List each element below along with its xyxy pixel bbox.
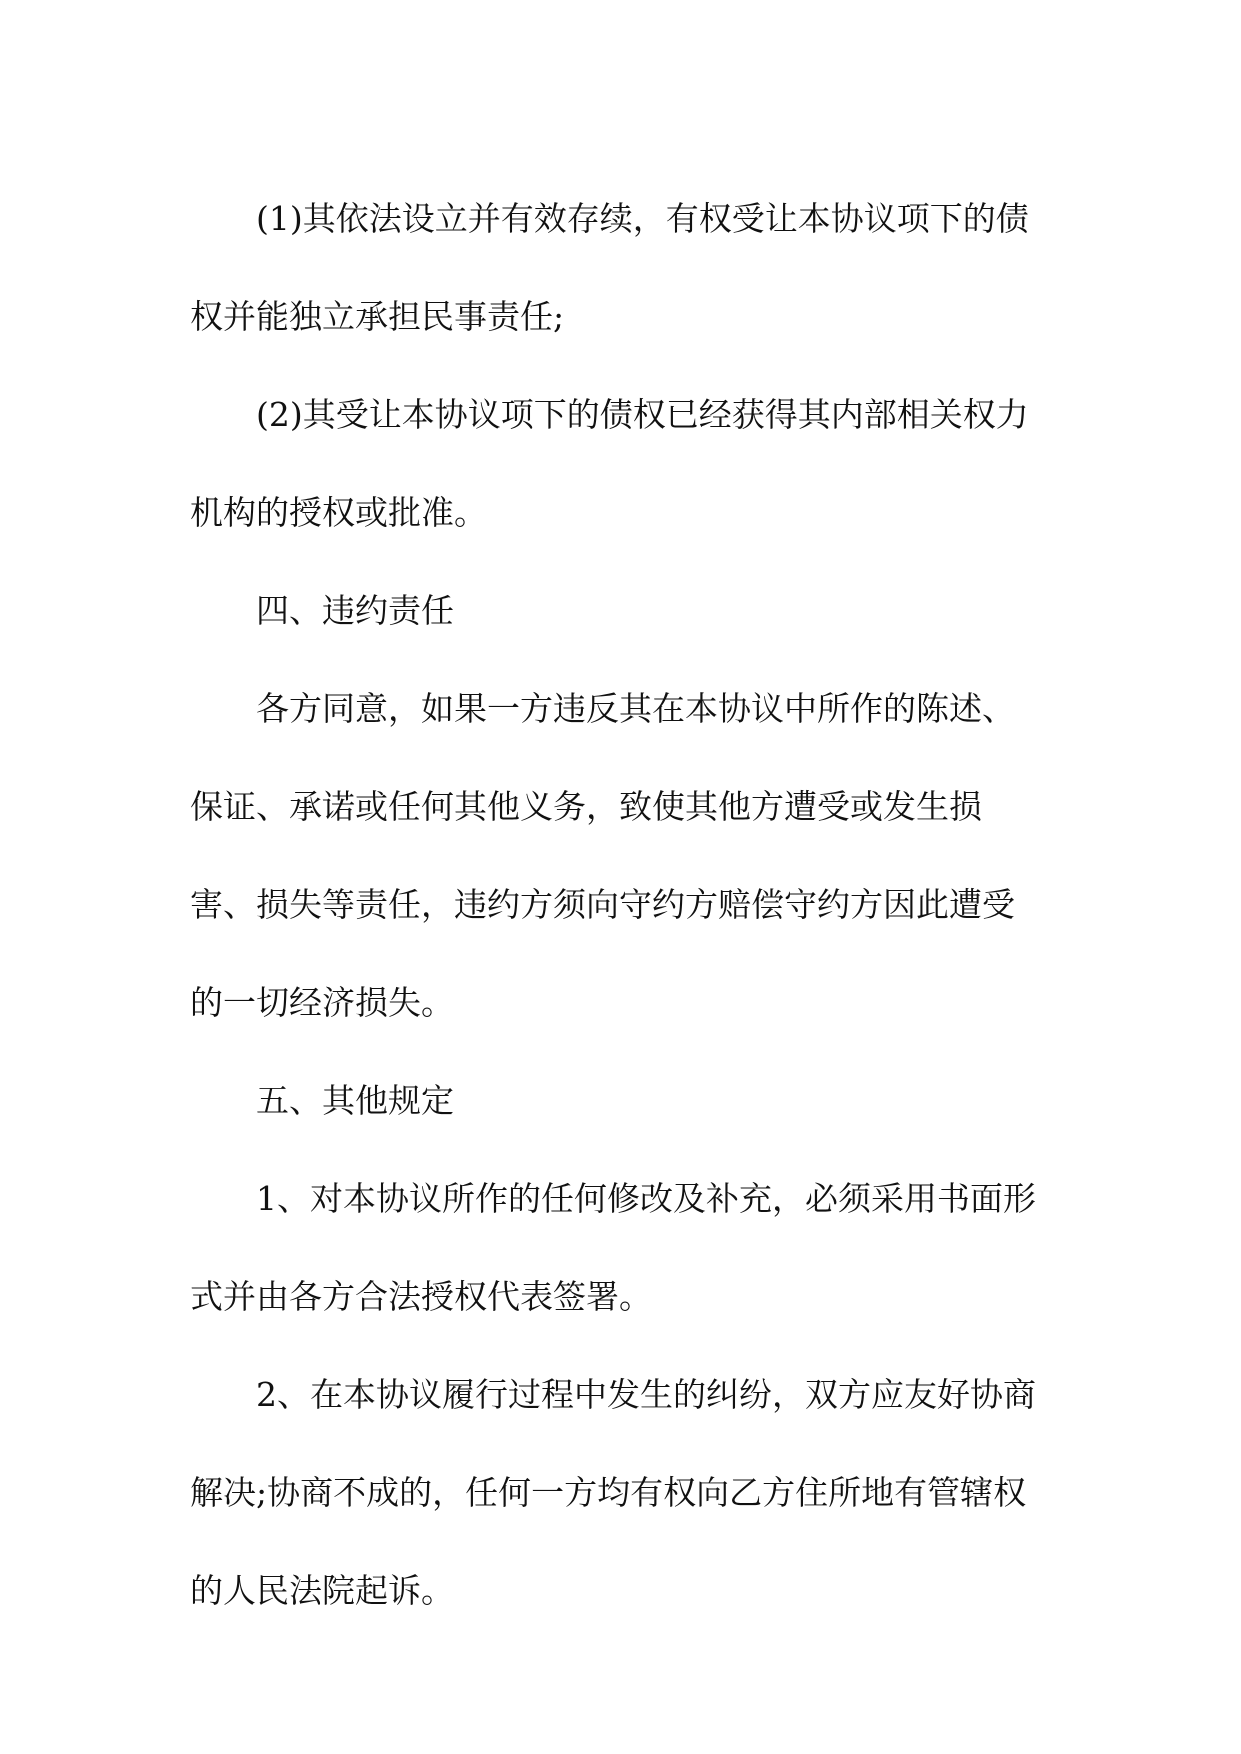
paragraph-line: 解决;协商不成的，任何一方均有权向乙方住所地有管辖权 [190,1473,1027,1512]
paragraph-line: 害、损失等责任，违约方须向守约方赔偿守约方因此遭受 [190,885,1015,924]
paragraph-line: 各方同意，如果一方违反其在本协议中所作的陈述、 [256,689,1015,728]
section-heading: 四、违约责任 [256,591,454,630]
paragraph-line: 1、对本协议所作的任何修改及补充，必须采用书面形 [256,1179,1036,1218]
paragraph-line: 2、在本协议履行过程中发生的纠纷，双方应友好协商 [256,1375,1036,1414]
paragraph-line: 机构的授权或批准。 [190,493,487,532]
section-heading: 五、其他规定 [256,1081,454,1120]
paragraph-line: 的一切经济损失。 [190,983,454,1022]
paragraph-line: (2)其受让本协议项下的债权已经获得其内部相关权力 [256,395,1029,434]
document-body [190,170,1050,1640]
paragraph-line: (1)其依法设立并有效存续，有权受让本协议项下的债 [256,199,1029,238]
paragraph-line: 保证、承诺或任何其他义务，致使其他方遭受或发生损 [190,787,982,826]
paragraph-line: 的人民法院起诉。 [190,1571,454,1610]
paragraph-line: 权并能独立承担民事责任; [190,297,565,336]
paragraph-line: 式并由各方合法授权代表签署。 [190,1277,652,1316]
